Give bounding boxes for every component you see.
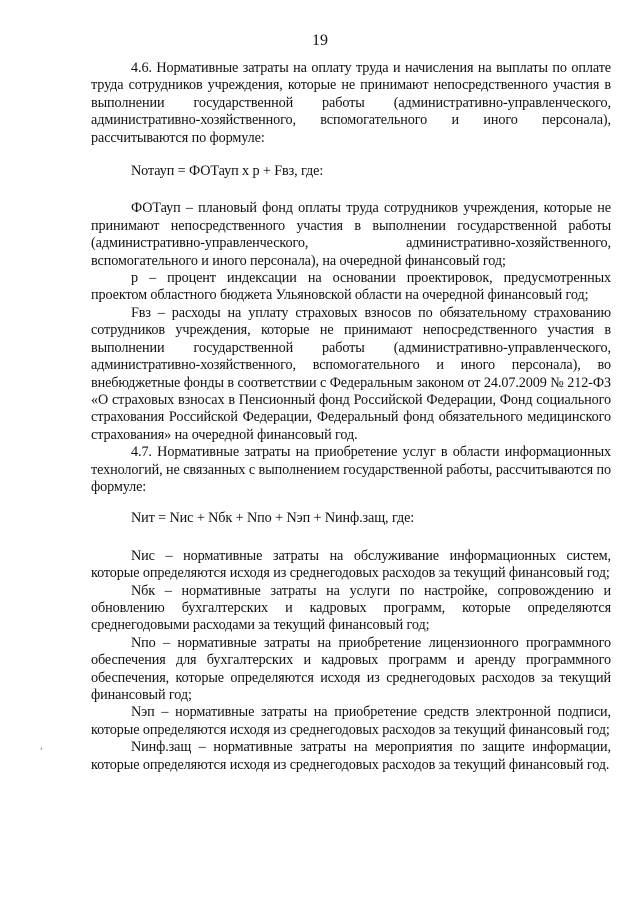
paragraph-4-6: 4.6. Нормативные затраты на оплату труда и начисления на выплаты по оплате труда сотрудников учреждения, которые не принимают непосредственного участия в выполнении государственной работы (административно-управленческого, административно-хозяйственного, вспомогательного и иного персонала), рассчитываются по формуле: [91,60,611,146]
paragraph-n-is: Nис – нормативные затраты на обслуживание информационных систем, которые определяются исходя из среднегодовых расходов за текущий финансовый год; [91,547,611,582]
stray-mark: ʻ [40,746,43,755]
paragraph-f-vz: Fвз – расходы на уплату страховых взносов по обязательному страхованию сотрудников учреждения, которые не принимают непосредственного участия в выполнении государственной работы (административно-управленческого, административно-хозяйственного, вспомогательного и иного персонала), во внебюджетные фонды в соответствии с Федеральным законом от 24.07.2009 № 212-ФЗ «О страховых взносах в Пенсионный фонд Российской Федерации, Фонд социального страхования Российской Федерации, Федеральный фонд обязательного медицинского страхования» на очередной финансовый год. [91,304,611,443]
paragraph-p-index: р – процент индексации на основании проектировок, предусмотренных проектом областного бюджета Ульяновской области на очередной финансовый год; [91,270,611,304]
document-body [91,60,611,774]
paragraph-n-bk: Nбк – нормативные затраты на услуги по настройке, сопровождению и обновлению бухгалтерских и кадровых программ, которые определяются среднегодовыми расходами за текущий финансовый год; [91,582,611,634]
page-number: 19 [312,32,328,49]
paragraph-n-po: Nпо – нормативные затраты на приобретение лицензионного программного обеспечения для бухгалтерских и кадровых программ и аренду программного обеспечения, которые определяются исходя из среднегодовых расходов за текущий финансовый год; [91,634,611,703]
paragraph-n-inf-zasch: Nинф.защ – нормативные затраты на мероприятия по защите информации, которые определяются исходя из среднегодовых расходов за текущий финансовый год. [91,739,611,773]
formula-n-it: Nит = Nис + Nбк + Nпо + Nэп + Nинф.защ, где: [131,510,415,527]
paragraph-4-7: 4.7. Нормативные затраты на приобретение услуг в области информационных технологий, не связанных с выполнением государственной работы, рассчитываются по формуле: [91,444,611,495]
paragraph-n-ep: Nэп – нормативные затраты на приобретение средств электронной подписи, которые определяются исходя из среднегодовых расходов за текущий финансовый год; [91,704,611,738]
paragraph-fot-aup: ФОТауп – плановый фонд оплаты труда сотрудников учреждения, которые не принимают непосредственного участия в выполнении государственной работы (административно-управленческого, административно-хозяйственного, вспомогательного и иного персонала), на очередной финансовый год; [91,200,611,269]
formula-n-otaup: Nотауп = ФОТауп x р + Fвз, где: [131,163,324,180]
